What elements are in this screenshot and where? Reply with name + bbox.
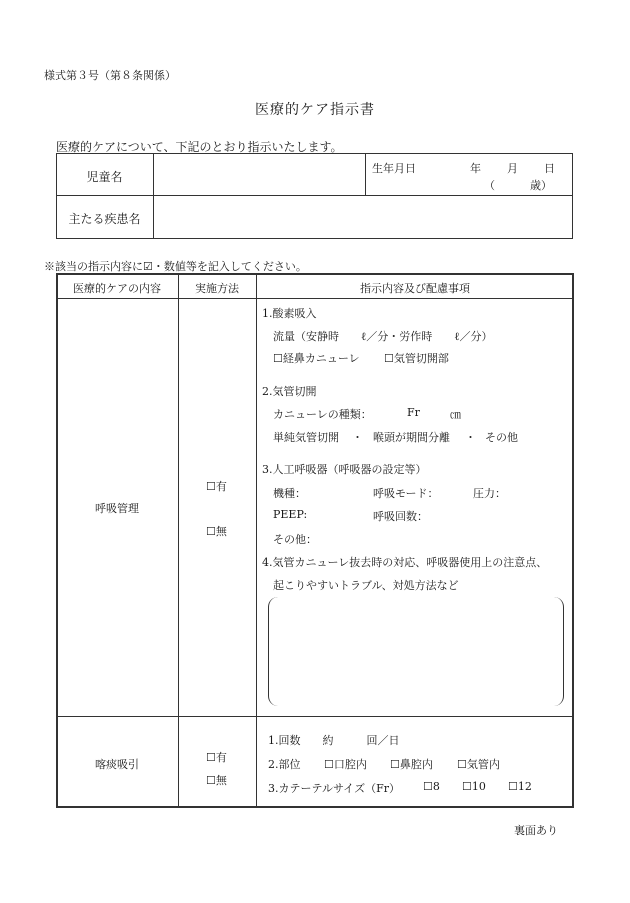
tracheostomy-site-checkbox[interactable]: ☐気管切開部 <box>384 352 449 365</box>
tracheostomy-title: 2.気管切開 <box>262 385 317 398</box>
reverse-side-note: 裏面あり <box>514 824 558 837</box>
header-divider <box>56 298 574 299</box>
cannula-type-label: カニューレの種類： <box>273 408 372 421</box>
dot-2: ・ <box>465 431 476 444</box>
header-care: 医療的ケアの内容 <box>73 282 161 295</box>
ventilator-peep: PEEP: <box>273 508 308 521</box>
suction-label: 喀痰吸引 <box>95 758 139 771</box>
precautions-notes-box[interactable] <box>268 597 564 706</box>
page-title: 医療的ケア指示書 <box>255 102 375 118</box>
dob-col-divider <box>365 153 366 195</box>
instruction-note: ※該当の指示内容に☑・数値等を記入してください。 <box>44 260 307 273</box>
ventilator-pressure: 圧力： <box>473 487 506 500</box>
col-divider-1 <box>178 273 179 808</box>
catheter-12-checkbox[interactable]: ☐12 <box>508 780 532 793</box>
ventilator-rate: 呼吸回数： <box>373 510 428 523</box>
suction-frequency: 1.回数 約 回／日 <box>268 734 400 747</box>
resp-yes-checkbox[interactable]: ☐有 <box>206 480 227 493</box>
nasal-cavity-checkbox[interactable]: ☐鼻腔内 <box>390 758 433 771</box>
cannula-cm: ㎝ <box>450 408 461 421</box>
simple-tracheostomy: 単純気管切開 <box>273 431 339 444</box>
age-close: 歳） <box>530 179 552 192</box>
disease-label: 主たる疾患名 <box>68 212 141 226</box>
intro-text: 医療的ケアについて、下記のとおり指示いたします。 <box>56 140 343 154</box>
oral-cavity-checkbox[interactable]: ☐口腔内 <box>324 758 367 771</box>
nasal-cannula-checkbox[interactable]: ☐経鼻カニューレ <box>273 352 360 365</box>
suction-yes-checkbox[interactable]: ☐有 <box>206 751 227 764</box>
dob-day: 日 <box>544 162 555 175</box>
catheter-size-label: 3.カテーテルサイズ（Fr） <box>268 782 400 795</box>
ventilator-other: その他： <box>273 533 317 546</box>
oxygen-flow: 流量（安静時 ℓ／分・労作時 ℓ／分） <box>273 330 493 343</box>
header-instructions: 指示内容及び配慮事項 <box>360 282 470 295</box>
info-col-divider <box>153 153 154 239</box>
catheter-10-checkbox[interactable]: ☐10 <box>462 780 486 793</box>
trach-other: その他 <box>485 431 518 444</box>
resp-no-checkbox[interactable]: ☐無 <box>206 525 227 538</box>
age-open: （ <box>484 179 495 192</box>
oxygen-title: 1.酸素吸入 <box>262 307 317 320</box>
precautions-title-2: 起こりやすいトラブル、対処方法など <box>273 579 459 592</box>
child-name-field[interactable] <box>156 156 362 192</box>
form-number: 様式第３号（第８条関係） <box>44 69 176 82</box>
suction-no-checkbox[interactable]: ☐無 <box>206 774 227 787</box>
dob-label: 生年月日 <box>372 162 416 175</box>
laryngotracheal-separation: 喉頭が期間分離 <box>373 431 450 444</box>
dob-year: 年 <box>470 162 481 175</box>
cannula-fr: Fr <box>407 406 420 419</box>
dob-month: 月 <box>507 162 518 175</box>
ventilator-model: 機種： <box>273 487 306 500</box>
precautions-title: 4.気管カニューレ抜去時の対応、呼吸器使用上の注意点、 <box>262 556 548 569</box>
col-divider-2 <box>256 273 257 808</box>
header-method: 実施方法 <box>195 282 239 295</box>
catheter-8-checkbox[interactable]: ☐8 <box>423 780 440 793</box>
disease-field[interactable] <box>156 198 570 236</box>
trachea-checkbox[interactable]: ☐気管内 <box>457 758 500 771</box>
row-divider <box>56 716 574 717</box>
ventilator-mode: 呼吸モード： <box>373 487 439 500</box>
child-name-label: 児童名 <box>86 170 123 184</box>
resp-label: 呼吸管理 <box>95 502 139 515</box>
ventilator-title: 3.人工呼吸器（呼吸器の設定等） <box>262 463 427 476</box>
info-row-divider <box>56 195 573 196</box>
suction-site-label: 2.部位 <box>268 758 301 771</box>
dot-1: ・ <box>352 431 363 444</box>
